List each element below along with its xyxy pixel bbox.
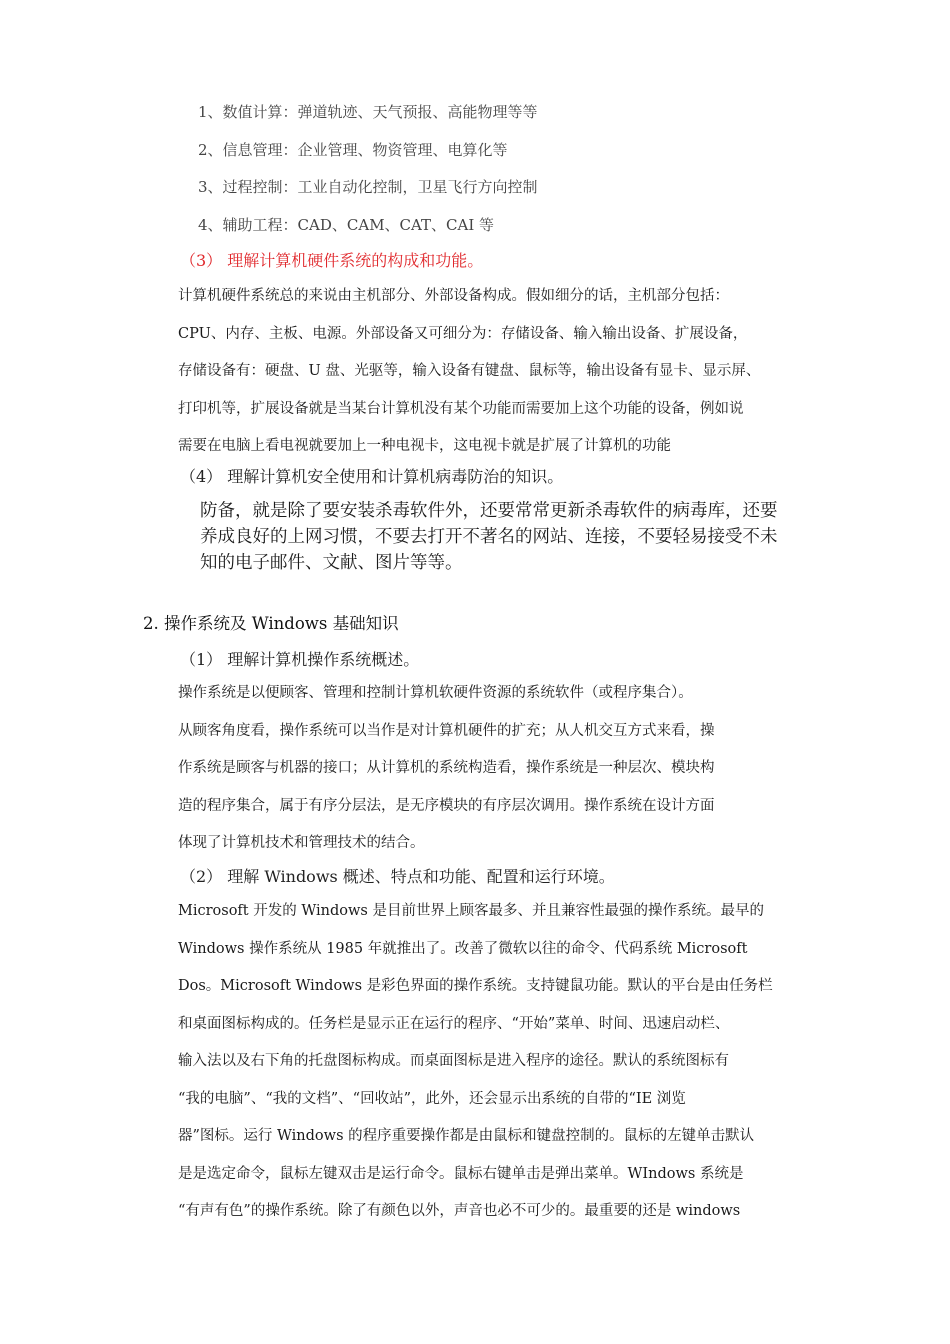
section3-heading: （3） 理解计算机硬件系统的构成和功能。 (180, 251, 484, 270)
section3-paragraph (178, 278, 846, 466)
sub1-line: 从顾客角度看，操作系统可以当作是对计算机硬件的扩充；从人机交互方式来看，操 (178, 722, 715, 739)
sub2-line: “有声有色”的操作系统。除了有颜色以外，声音也必不可少的。最重要的还是 windows (178, 1203, 741, 1219)
sub1-line: 体现了计算机技术和管理技术的结合。 (178, 835, 425, 851)
sub2-line: Windows 操作系统从 1985 年就推出了。改善了微软以往的命令、代码系统 Microsoft (178, 940, 748, 957)
section3-line: 计算机硬件系统总的来说由主机部分、外部设备构成。假如细分的话，主机部分包括： (178, 288, 729, 304)
section4-line: 防备，就是除了要安装杀毒软件外，还要常常更新杀毒软件的病毒库，还要 (200, 501, 778, 521)
sub2-line: 器”图标。运行 Windows 的程序重要操作都是由鼠标和键盘控制的。鼠标的左键单击默认 (178, 1128, 755, 1144)
chapter2-sub1-paragraph (178, 675, 846, 863)
section4-line: 养成良好的上网习惯，不要去打开不著名的网站、连接，不要轻易接受不未 (200, 527, 778, 547)
sub2-line: Dos。Microsoft Windows 是彩色界面的操作系统。支持键鼠功能。默认的平台是由任务栏 (178, 978, 773, 994)
sub2-line: 和桌面图标构成的。任务栏是显示正在运行的程序、“开始”菜单、时间、迅速启动栏、 (178, 1015, 730, 1032)
section4-heading: （4） 理解计算机安全使用和计算机病毒防治的知识。 (180, 467, 564, 486)
sub1-line: 操作系统是以便顾客、管理和控制计算机软硬件资源的系统软件（或程序集合）。 (178, 685, 693, 701)
section3-line: CPU、内存、主板、电源。外部设备又可细分为：存储设备、输入输出设备、扩展设备， (178, 325, 748, 342)
list-item-info-management: 2、信息管理：企业管理、物资管理、电算化等 (198, 141, 508, 159)
chapter2-sub1-heading: （1） 理解计算机操作系统概述。 (180, 650, 420, 669)
section3-line: 需要在电脑上看电视就要加上一种电视卡，这电视卡就是扩展了计算机的功能 (178, 438, 671, 454)
sub2-line: 输入法以及右下角的托盘图标构成。而桌面图标是进入程序的途径。默认的系统图标有 (178, 1053, 729, 1069)
section3-line: 存储设备有：硬盘、U 盘、光驱等，输入设备有键盘、鼠标等，输出设备有显卡、显示屏、 (178, 363, 761, 379)
chapter2-sub2-paragraph (178, 893, 846, 1231)
sub2-line: 是是选定命令，鼠标左键双击是运行命令。鼠标右键单击是弹出菜单。WIndows 系统是 (178, 1165, 744, 1182)
list-item-process-control: 3、过程控制：工业自动化控制，卫星飞行方向控制 (198, 178, 538, 196)
section4-line: 知的电子邮件、文献、图片等等。 (200, 553, 463, 573)
section3-line: 打印机等，扩展设备就是当某台计算机没有某个功能而需要加上这个功能的设备，例如说 (178, 400, 744, 417)
chapter2-sub2-heading: （2） 理解 Windows 概述、特点和功能、配置和运行环境。 (180, 867, 615, 886)
sub1-line: 作系统是顾客与机器的接口；从计算机的系统构造看，操作系统是一种层次、模块构 (178, 760, 715, 776)
list-item-numeric: 1、数值计算：弹道轨迹、天气预报、高能物理等等 (198, 103, 538, 121)
sub1-line: 造的程序集合，属于有序分层法，是无序模块的有序层次调用。操作系统在设计方面 (178, 797, 715, 814)
chapter2-title: 2. 操作系统及 Windows 基础知识 (143, 614, 399, 633)
list-item-aided-engineering: 4、辅助工程：CAD、CAM、CAT、CAI 等 (198, 216, 495, 234)
sub2-line: Microsoft 开发的 Windows 是目前世界上顾客最多、并且兼容性最强的操作系统。最早的 (178, 903, 764, 919)
sub2-line: “我的电脑”、“我的文档”、“回收站”，此外，还会显示出系统的自带的“IE 浏览 (178, 1090, 686, 1107)
section4-paragraph (200, 498, 840, 576)
